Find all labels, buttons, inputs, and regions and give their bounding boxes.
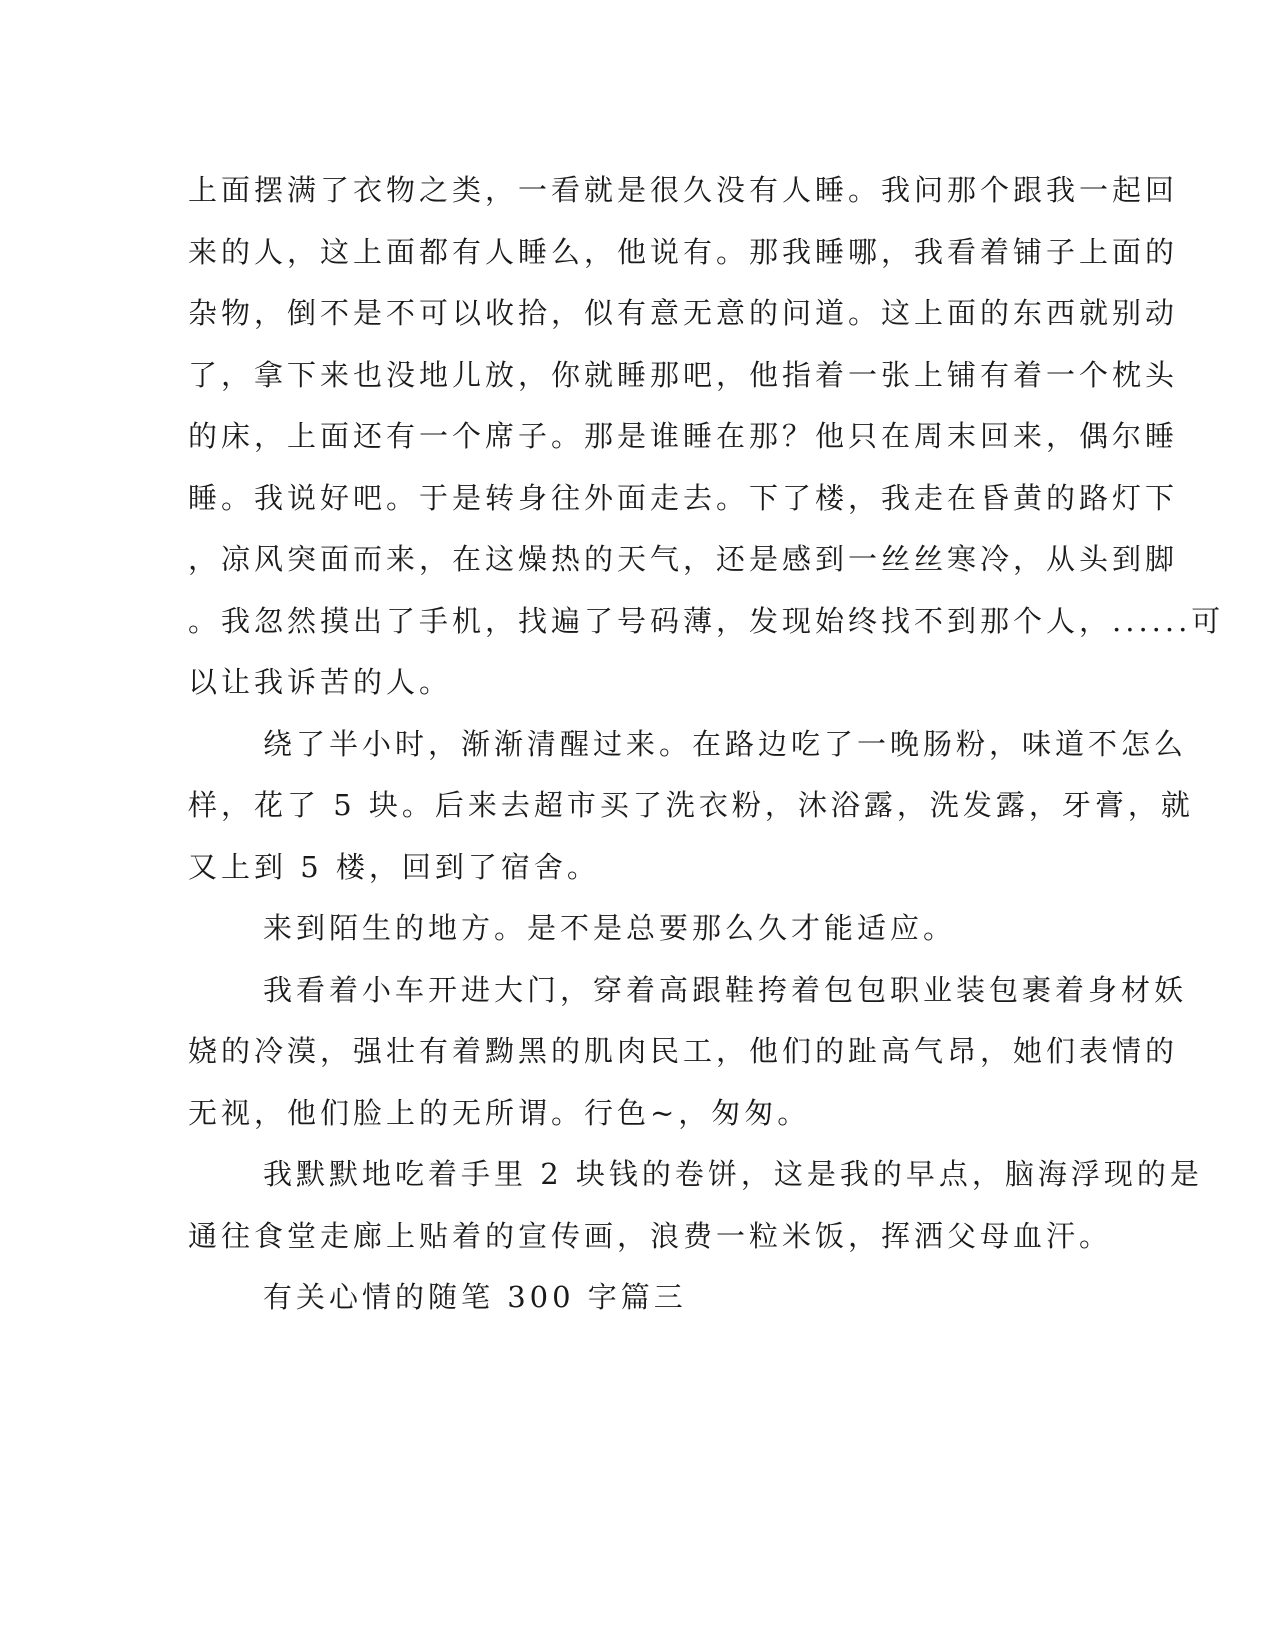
text-line: 无视，他们脸上的无所谓。行色~，匆匆。	[188, 1095, 811, 1130]
paragraph	[188, 714, 1194, 899]
text-line: 绕了半小时，渐渐清醒过来。在路边吃了一晚肠粉，味道不怎么	[263, 726, 1188, 761]
text-line: 了，拿下来也没地儿放，你就睡那吧，他指着一张上铺有着一个枕头	[188, 357, 1179, 392]
section-heading	[188, 1267, 1068, 1329]
text-line: 的床，上面还有一个席子。那是谁睡在那？他只在周末回来，偶尔睡	[188, 419, 1179, 453]
text-line: 又上到 5 楼，回到了宿舍。	[188, 849, 600, 884]
paragraph	[188, 960, 1188, 1145]
text-line: 娆的冷漠，强壮有着黝黑的肌肉民工，他们的趾高气昂，她们表情的	[188, 1034, 1179, 1068]
text-line: 我看着小车开进大门，穿着高跟鞋挎着包包职业装包裹着身材妖	[263, 972, 1188, 1007]
text-line: 我默默地吃着手里 2 块钱的卷饼，这是我的早点，脑海浮现的是	[263, 1157, 1203, 1191]
body-text	[188, 160, 1225, 1329]
text-line: 上面摆满了衣物之类，一看就是很久没有人睡。我问那个跟我一起回	[188, 173, 1179, 207]
paragraph	[188, 1144, 1203, 1267]
text-line: 以让我诉苦的人。	[188, 665, 453, 699]
text-line: 来的人，这上面都有人睡么，他说有。那我睡哪，我看着铺子上面的	[188, 234, 1179, 269]
text-line: 样，花了 5 块。后来去超市买了洗衣粉，沐浴露，洗发露，牙膏，就	[188, 788, 1194, 822]
text-line: 睡。我说好吧。于是转身往外面走去。下了楼，我走在昏黄的路灯下	[188, 480, 1179, 515]
text-line: ，凉风突面而来，在这燥热的天气，还是感到一丝丝寒冷，从头到脚	[188, 542, 1179, 576]
text-line: 有关心情的随笔 300 字篇三	[263, 1280, 687, 1314]
paragraph	[188, 898, 1068, 960]
text-line: 来到陌生的地方。是不是总要那么久才能适应。	[263, 911, 957, 945]
text-line: 。我忽然摸出了手机，找遍了号码薄，发现始终找不到那个人，......可	[188, 603, 1225, 638]
paragraph	[188, 160, 1225, 714]
text-line: 杂物，倒不是不可以收拾，似有意无意的问道。这上面的东西就别动	[188, 296, 1179, 330]
text-line: 通往食堂走廊上贴着的宣传画，浪费一粒米饭，挥洒父母血汗。	[188, 1218, 1113, 1253]
